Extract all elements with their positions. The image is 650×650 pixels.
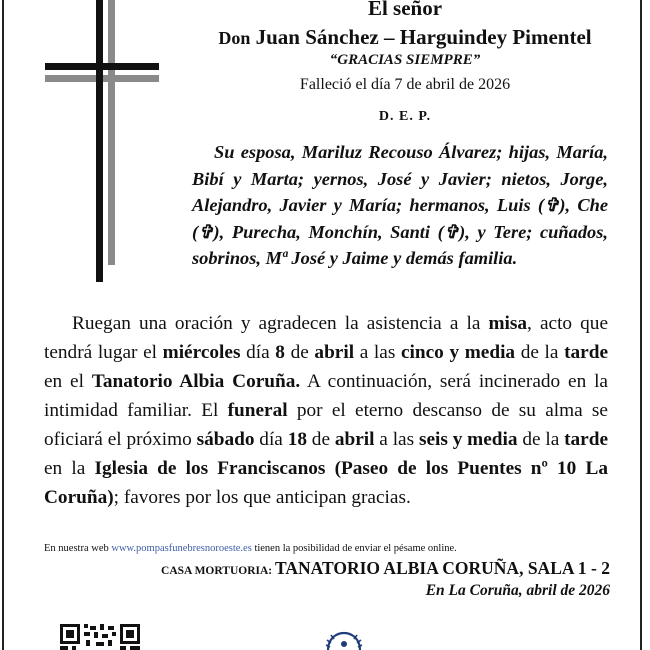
service-highlight: Tanatorio Albia Coruña. <box>91 371 301 392</box>
service-highlight: seis y media <box>418 429 518 450</box>
motto: “GRACIAS SIEMPRE” <box>329 52 481 68</box>
service-text: de la <box>517 429 565 450</box>
cross-mark-icon: ✞ <box>198 221 214 242</box>
place-date: En La Coruña, abril de 2026 <box>425 582 610 599</box>
cross-mark-icon: ✞ <box>543 195 560 216</box>
service-highlight: tarde <box>564 342 609 363</box>
service-highlight: sábado <box>196 429 255 450</box>
service-text: de <box>284 342 315 363</box>
service-text: , acto que tendrá lugar el <box>44 313 609 363</box>
service-text: en el <box>44 371 92 392</box>
mortuary-line <box>161 558 610 579</box>
service-text: a las <box>354 342 401 363</box>
service-text: de la <box>515 342 565 363</box>
notice-title: El señor <box>367 0 443 20</box>
family-text: ), y Tere; cuñados, sobrinos, Mª José y Jaime y demás familia. <box>192 221 608 269</box>
service-text: a las <box>374 429 419 450</box>
family-paragraph <box>192 139 608 272</box>
service-text: de <box>306 429 335 450</box>
web-note-text: tienen la posibilidad de enviar el pésame online. <box>251 543 457 554</box>
web-note-text: En nuestra web <box>44 543 112 554</box>
service-highlight: 18 <box>287 429 307 450</box>
deceased-name <box>170 25 640 50</box>
website-link[interactable]: www.pompasfunebresnoroeste.es <box>111 543 252 554</box>
service-highlight: abril <box>334 429 375 450</box>
service-highlight: miércoles <box>162 342 241 363</box>
family-text: Su esposa, Mariluz Recouso Álvarez; hijas, María, Bibí y Marta; yernos, José y Javier; nietos, Jorge, Alejandro, Javier y María; hermanos, Luis ( <box>192 142 608 216</box>
service-text: A continuación, será incinerado en la intimidad familiar. El <box>44 371 608 421</box>
full-name: Juan Sánchez – Harguindey Pimentel <box>255 25 592 49</box>
mortuary-value: TANATORIO ALBIA CORUÑA, SALA 1 - 2 <box>275 558 610 578</box>
service-highlight: cinco y media <box>400 342 516 363</box>
service-highlight: abril <box>314 342 355 363</box>
mortuary-label: CASA MORTUORIA: <box>161 565 275 577</box>
cross-gray-vertical <box>108 0 115 265</box>
death-date: Falleció el día 7 de abril de 2026 <box>299 76 511 93</box>
service-highlight: funeral <box>227 400 288 421</box>
service-text: día <box>254 429 288 450</box>
cross-black-vertical <box>96 0 103 282</box>
service-highlight: tarde <box>564 429 609 450</box>
qr-code-icon[interactable] <box>60 624 140 650</box>
cross-black-horizontal <box>45 63 159 70</box>
web-note <box>44 543 457 554</box>
dep: D. E. P. <box>378 109 432 124</box>
family-text: ), Purecha, Monchín, Santi ( <box>213 221 444 242</box>
service-text: día <box>240 342 276 363</box>
page-border-left <box>2 0 4 650</box>
service-text: Ruegan una oración y agradecen la asistencia a la <box>72 313 489 334</box>
service-text: por el eterno descanso de su alma se oficiará el próximo <box>44 400 608 450</box>
service-highlight: Iglesia de los Franciscanos (Paseo de los Puentes nº 10 La Coruña) <box>44 458 608 508</box>
service-highlight: misa <box>488 313 528 334</box>
service-text: ; favores por los que anticipan gracias. <box>113 487 411 508</box>
cross-mark-icon: ✞ <box>443 221 460 242</box>
service-text: en la <box>44 458 95 479</box>
family-text: ), Che ( <box>192 195 608 242</box>
service-highlight: 8 <box>275 342 285 363</box>
honorific: Don <box>218 28 251 48</box>
service-paragraph <box>44 309 608 512</box>
page-border-right <box>640 0 642 650</box>
emblem-logo-icon <box>318 630 370 650</box>
